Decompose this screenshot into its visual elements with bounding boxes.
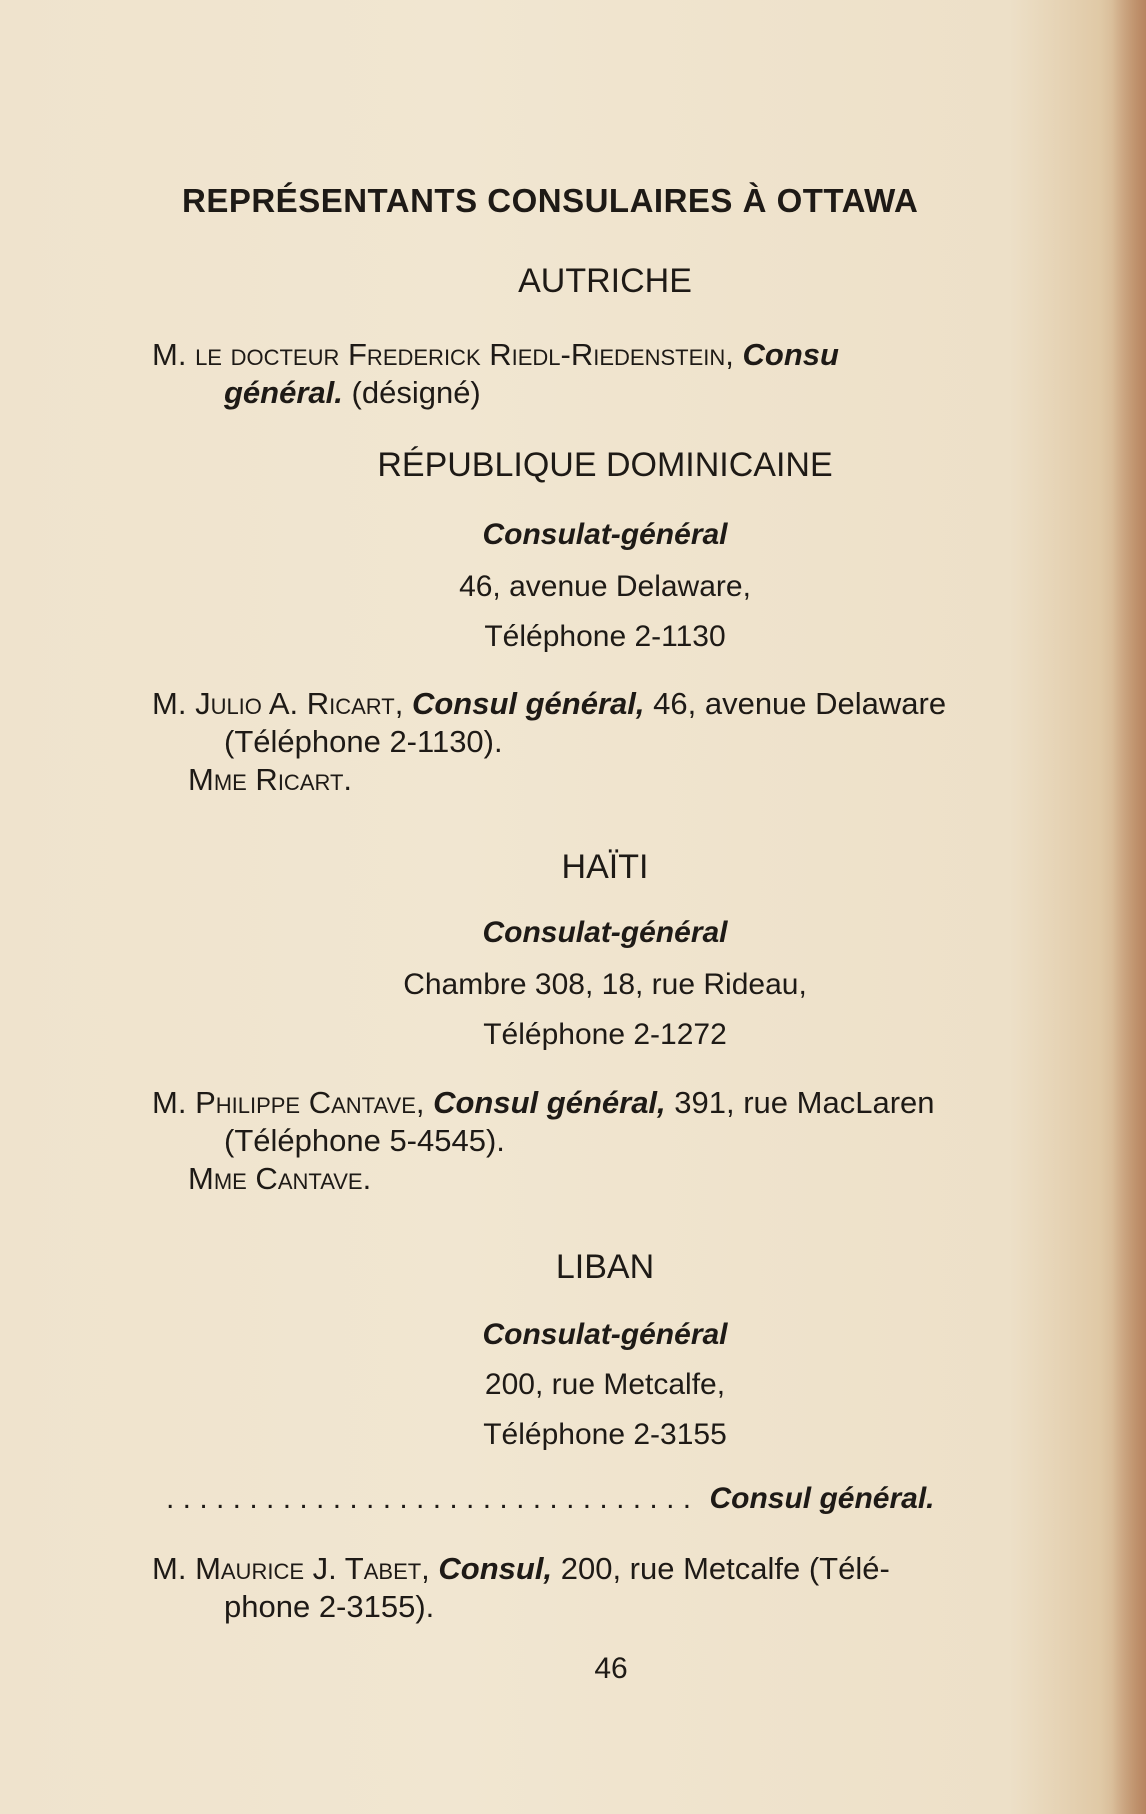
entry-autriche [152,336,839,412]
address-haiti: Chambre 308, 18, rue Rideau, [403,968,807,1001]
entry-dominicaine [152,685,946,799]
dot-leader: . . . . . . . . . . . . . . . . . . . . . . . . . . . . . . . . [166,1482,692,1515]
vacant-consul-line [166,1482,935,1516]
address-liban: 200, rue Metcalfe, [484,1368,726,1401]
address-dominicaine: 46, avenue Delaware, [459,570,751,603]
entry-liban-line2: phone 2-3155). [224,1589,435,1624]
heading-liban: LIBAN [555,1248,655,1286]
office-dominicaine: Consulat-général [482,518,728,551]
entry-haiti [152,1084,935,1198]
spouse-haiti: Mme Cantave. [188,1161,372,1196]
phone-liban: Téléphone 2-3155 [483,1418,727,1451]
phone-haiti: Téléphone 2-1272 [483,1018,727,1051]
office-haiti: Consulat-général [482,916,728,949]
entry-autriche-line2: général. (désigné) [224,375,481,410]
entry-haiti-line2: (Téléphone 5-4545). [224,1123,505,1158]
heading-haiti: HAÏTI [561,848,649,886]
spouse-dominicaine: Mme Ricart. [188,762,353,797]
entry-dominicaine-line2: (Téléphone 2-1130). [224,724,503,759]
heading-autriche: AUTRICHE [518,262,692,300]
vacant-consul-title: Consul général. [709,1482,935,1515]
phone-dominicaine: Téléphone 2-1130 [484,620,726,653]
entry-liban-line1: M. Maurice J. Tabet, Consul, 200, rue Metcalfe (Télé- [152,1551,890,1586]
office-liban: Consulat-général [482,1318,728,1351]
entry-haiti-line1: M. Philippe Cantave, Consul général, 391, rue MacLaren [152,1085,935,1120]
entry-liban [152,1550,890,1626]
entry-autriche-line1: M. le docteur Frederick Riedl-Riedenstein, Consu [152,337,839,372]
heading-republique-dominicaine: RÉPUBLIQUE DOMINICAINE [377,446,833,484]
page-number: 46 [594,1652,628,1685]
entry-dominicaine-line1: M. Julio A. Ricart, Consul général, 46, avenue Delaware [152,686,947,721]
page-title: REPRÉSENTANTS CONSULAIRES À OTTAWA [182,182,919,219]
